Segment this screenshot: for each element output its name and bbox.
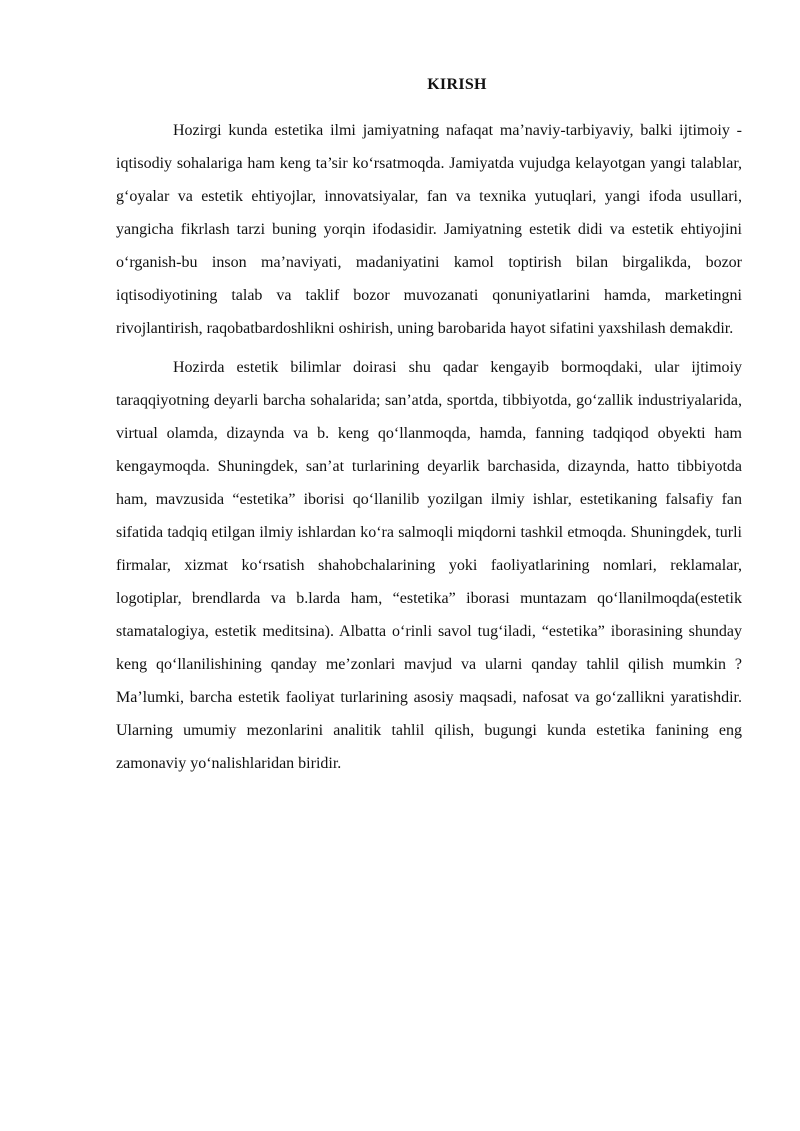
document-body	[116, 114, 742, 786]
paragraph-1: Hozirgi kunda estetika ilmi jamiyatning nafaqat ma’naviy-tarbiyaviy, balki ijtimoiy - iqtisodiy sohalariga ham keng ta’sir ko‘rsatmoqda. Jamiyatda vujudga kelayotgan yangi talablar, g‘oyalar va estetik ehtiyojlar, innovatsiyalar, fan va texnika yutuqlari, yangi ifoda usullari, yangicha fikrlash tarzi buning yorqin ifodasidir. Jamiyatning estetik didi va estetik ehtiyojini o‘rganish-bu inson ma’naviyati, madaniyatini kamol toptirish bilan birgalikda, bozor iqtisodiyotining talab va taklif bozor muvozanati qonuniyatlarini hamda, marketingni rivojlantirish, raqobatbardoshlikni oshirish, uning barobarida hayot sifatini yaxshilash demakdir.	[116, 122, 742, 337]
document-title: KIRISH	[427, 76, 487, 93]
paragraph-2: Hozirda estetik bilimlar doirasi shu qadar kengayib bormoqdaki, ular ijtimoiy taraqqiyotning deyarli barcha sohalarida; san’atda, sportda, tibbiyotda, go‘zallik industriyalarida, virtual olamda, dizaynda va b. keng qo‘llanmoqda, hamda, fanning tadqiqod obyekti ham kengaymoqda. Shuningdek, san’at turlarining deyarlik barchasida, dizaynda, hatto tibbiyotda ham, mavzusida “estetika” iborisi qo‘llanilib yozilgan ilmiy ishlar, estetikaning falsafiy fan sifatida tadqiq etilgan ilmiy ishlardan ko‘ra salmoqli miqdorni tashkil etmoqda. Shuningdek, turli firmalar, xizmat ko‘rsatish shahobchalarining yoki faoliyatlarining nomlari, reklamalar, logotiplar, brendlarda va b.larda ham, “estetika” iborasi muntazam qo‘llanilmoqda(estetik stamatalogiya, estetik meditsina). Albatta o‘rinli savol tug‘iladi, “estetika” iborasining shunday keng qo‘llanilishining qanday me’zonlari mavjud va ularni qanday tahlil qilish mumkin ? Ma’lumki, barcha estetik faoliyat turlarining asosiy maqsadi, nafosat va go‘zallikni yaratishdir. Ularning umumiy mezonlarini analitik tahlil qilish, bugungi kunda estetika fanining eng zamonaviy yo‘nalishlaridan biridir.	[116, 359, 742, 772]
